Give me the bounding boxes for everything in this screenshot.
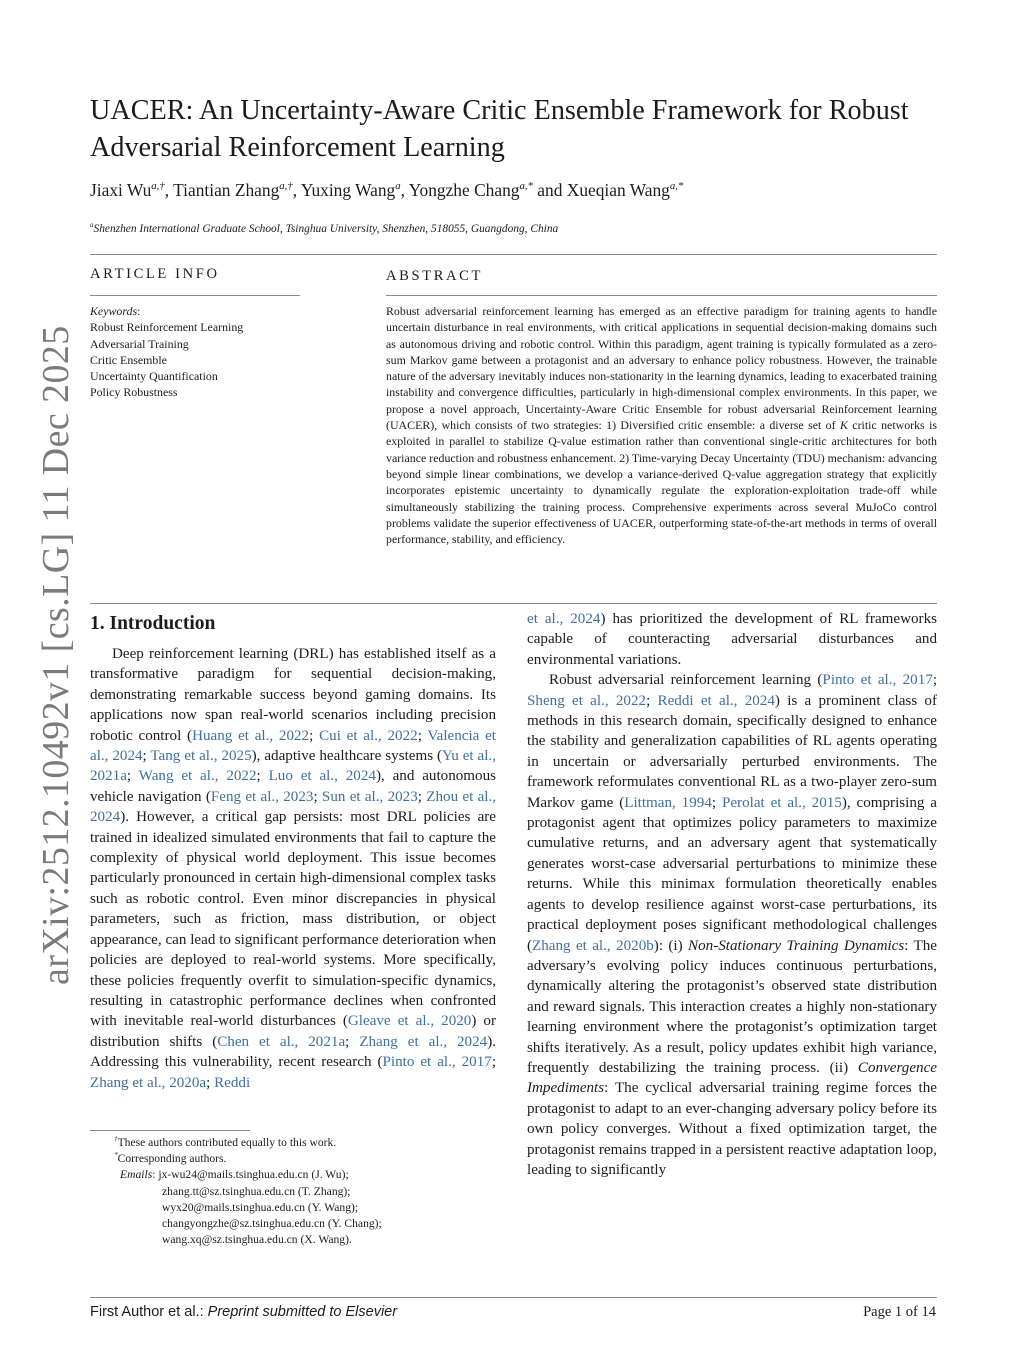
author-affil-sup: a bbox=[395, 180, 401, 193]
citation-link[interactable]: Huang et al., 2022 bbox=[192, 727, 310, 744]
author-name: Xueqian Wang bbox=[566, 180, 670, 200]
footer-divider bbox=[90, 1297, 937, 1298]
author-affil-sup: a,* bbox=[669, 180, 684, 193]
citation-link[interactable]: Gleave et al., 2020 bbox=[347, 1013, 472, 1030]
intro-left-column bbox=[90, 644, 496, 1093]
citation-link[interactable]: Chen et al., 2021a bbox=[217, 1033, 346, 1050]
author-name: Yuxing Wang bbox=[300, 180, 396, 200]
footnote-corresponding: Corresponding authors. bbox=[117, 1152, 227, 1166]
section-heading-introduction: 1. Introduction bbox=[90, 613, 216, 634]
author-affil-sup: a,† bbox=[279, 180, 293, 193]
author-list: Jiaxi $Wu^{a,\dagger}$, Tiantian Zhang$^{a,\dagger}$, Yuxing Wang$^a$, Yongzhe Chang$^{a,*}$ and Xueqian Wang$^{a,*}$ bbox=[90, 180, 684, 200]
author-affil-sup: a,† bbox=[151, 180, 165, 193]
footnote-equal-contribution: These authors contributed equally to this work. bbox=[117, 1136, 337, 1149]
paragraph: Deep reinforcement learning (DRL) has established itself as a transformative paradigm for sequential decision-making, demonstrating remarkable success beyond gaming domains. Its applications now span real-world scenarios including precision robotic control (Huang et al., 2022; Cui et al., 2022; Valencia et al., 2024; Tang et al., 2025), adaptive healthcare systems (Yu et al., 2021a; Wang et al., 2022; Luo et al., 2024), and autonomous vehicle navigation (Feng et al., 2023; Sun et al., 2023; Zhou et al., 2024). However, a critical gap persists: most DRL policies are trained in idealized simulated environments that fail to capture the complexity of physical world deployment. This issue becomes particularly pronounced in certain high-dimensional complex tasks such as robotic control. Even minor discrepancies in physical parameters, such as friction, mass distribution, or object appearance, can lead to significant performance deterioration when policies are deployed to real-world systems. More specifically, these policies frequently overfit to simulation-specific dynamics, resulting in catastrophic performance declines when confronted with inevitable real-world disturbances (Gleave et al., 2020) or distribution shifts (Chen et al., 2021a; Zhang et al., 2024). Addressing this vulnerability, recent research (Pinto et al., 2017; Zhang et al., 2020a; Reddi bbox=[90, 646, 497, 1091]
email: changyongzhe@sz.tsinghua.edu.cn (Y. Chang); bbox=[162, 1217, 382, 1231]
citation-link[interactable]: Cui et al., 2022 bbox=[319, 727, 418, 744]
citation-link[interactable]: Reddi bbox=[214, 1074, 251, 1091]
footer-running-title: First Author et al.: Preprint submitted to Elsevier bbox=[90, 1304, 398, 1320]
keywords-label: Keywords bbox=[90, 304, 138, 318]
page-number: Page 1 of 14 bbox=[863, 1304, 936, 1320]
keyword: Adversarial Training bbox=[90, 336, 189, 351]
citation-link[interactable]: Zhang et al., 2024 bbox=[359, 1033, 488, 1050]
paper-title: UACER: An Uncertainty-Aware Critic Ensemble Framework for Robust Adversarial Reinforcement Learning bbox=[90, 95, 909, 163]
arxiv-identifier: arXiv:2512.10492v1 [cs.LG] 11 Dec 2025 bbox=[35, 325, 77, 985]
abstract-heading: ABSTRACT bbox=[386, 268, 484, 284]
citation-link[interactable]: Reddi et al., 2024 bbox=[657, 692, 775, 709]
keyword: Uncertainty Quantification bbox=[90, 369, 218, 384]
citation-link[interactable]: Perolat et al., 2015 bbox=[721, 794, 842, 811]
citation-link[interactable]: Sheng et al., 2022 bbox=[527, 692, 647, 709]
author-name: Tiantian Zhang bbox=[173, 180, 280, 200]
footnotes: †These authors contributed equally to this work. *Corresponding authors. Emails: jx-wu24@mails.tsinghua.edu.cn (J. Wu); zhang.tt@sz.tsinghua.edu.cn (T. Zhang); wyx20@mails.tsinghua.edu.cn (Y. Wang); changyongzhe@sz.tsinghua.edu.cn (Y. Chang); wang.xq@sz.tsinghua.edu.cn (X. Wang). bbox=[90, 1130, 500, 1248]
citation-link[interactable]: Wang et al., 2022 bbox=[138, 768, 257, 785]
citation-link[interactable]: Pinto et al., 2017 bbox=[382, 1054, 492, 1071]
abstract-text: Robust adversarial reinforcement learning has emerged as an effective paradigm for training agents to handle uncertain disturbance in real environments, with critical applications in sequential decision-making domains such as autonomous driving and robotic control. Within this paradigm, agent training is typically formulated as a zero-sum Markov game between a protagonist and an adversary to enhance policy robustness. However, the trainable nature of the adversary inevitably induces non-stationarity in the learning dynamics, leading to exacerbated training instability and convergence difficulties, particularly in high-dimensional complex environments. In this paper, we propose a novel approach, Uncertainty-Aware Critic Ensemble for robust adversarial Reinforcement learning (UACER), which consists of two strategies: 1) Diversified critic ensemble: a diverse set of K critic networks is exploited in parallel to stabilize Q-value estimation rather than conventional single-critic architectures for both variance reduction and robustness enhancement. 2) Time-varying Decay Uncertainty (TDU) mechanism: advancing beyond simple linear combinations, we develop a variance-derived Q-value aggregation strategy that explicitly incorporates epistemic uncertainty to dynamically regulate the exploration-exploitation trade-off while simultaneously stabilizing the training process. Comprehensive experiments across several MuJoCo control problems validate the superior effectiveness of UACER, outperforming state-of-the-art methods in terms of overall performance, stability, and efficiency. bbox=[386, 304, 937, 547]
keywords-block: Keywords: Robust Reinforcement Learning Adversarial Training Critic Ensemble Uncertainty Quantification Policy Robustness bbox=[90, 304, 244, 400]
keyword: Critic Ensemble bbox=[90, 352, 167, 367]
author-name: Jiaxi Wu bbox=[90, 180, 152, 200]
citation-link[interactable]: Zhou et al., 2024 bbox=[90, 788, 497, 826]
email: jx-wu24@mails.tsinghua.edu.cn (J. Wu); bbox=[158, 1168, 349, 1182]
citation-link[interactable]: Pinto et al., 2017 bbox=[822, 672, 933, 689]
email: wang.xq@sz.tsinghua.edu.cn (X. Wang). bbox=[162, 1233, 352, 1247]
divider bbox=[90, 603, 937, 604]
email: wyx20@mails.tsinghua.edu.cn (Y. Wang); bbox=[162, 1200, 359, 1214]
paragraph: et al., 2024) has prioritized the development of RL frameworks capable of counteracting adversarial disturbances and environmental variations. bbox=[527, 611, 937, 668]
citation-link[interactable]: Yu et al., 2021a bbox=[90, 748, 496, 785]
citation-link[interactable]: Zhang et al., 2020a bbox=[90, 1074, 207, 1091]
citation-link[interactable]: Tang et al., 2025 bbox=[150, 748, 252, 765]
keyword: Policy Robustness bbox=[90, 385, 178, 400]
intro-right-column bbox=[527, 609, 937, 1180]
citation-link[interactable]: Sun et al., 2023 bbox=[321, 788, 418, 805]
emails-label: Emails bbox=[120, 1168, 153, 1182]
citation-link[interactable]: et al., 2024 bbox=[527, 611, 601, 627]
footnote-rule bbox=[90, 1130, 250, 1131]
citation-link[interactable]: Valencia et al., 2024 bbox=[90, 727, 497, 765]
divider bbox=[90, 295, 300, 296]
citation-link[interactable]: Feng et al., 2023 bbox=[210, 788, 314, 805]
author-affil-sup: a,* bbox=[519, 180, 533, 193]
citation-link[interactable]: Luo et al., 2024 bbox=[268, 768, 376, 785]
paragraph: Robust adversarial reinforcement learning (Pinto et al., 2017; Sheng et al., 2022; Reddi et al., 2024) is a prominent class of methods in this research domain, specifically designed to enhance the stability and generalization capabilities of RL agents operating in uncertain or adversarially perturbed environments. The framework reformulates conventional RL as a two-player zero-sum Markov game (Littman, 1994; Perolat et al., 2015), comprising a protagonist agent that optimizes policy parameters to maximize cumulative returns, and an adversary agent that systematically generates worst-case adversarial perturbations to minimize these returns. While this minimax formulation theoretically enables agents to develop resilience against worst-case perturbations, its practical deployment poses significant methodological challenges (Zhang et al., 2020b): (i) Non-Stationary Training Dynamics: The adversary’s evolving policy induces continuous perturbations, dynamically altering the protagonist’s observed state distribution and reward signals. This interaction creates a highly non-stationary learning environment where the protagonist’s optimization target shifts iteratively. As a result, policy updates exhibit high variance, frequently destabilizing the training process. (ii) Convergence Impediments: The cyclical adversarial training regime forces the protagonist to adapt to an ever-changing adversary policy before its own policy converges. Without a fixed optimization target, the protagonist remains trapped in a persistent reactive adaptation loop, leading to significantly bbox=[527, 672, 938, 1178]
author-name: Yongzhe Chang bbox=[408, 180, 520, 200]
email: zhang.tt@sz.tsinghua.edu.cn (T. Zhang); bbox=[162, 1184, 351, 1198]
article-info-heading: ARTICLE INFO bbox=[90, 266, 220, 282]
divider bbox=[386, 295, 937, 296]
citation-link[interactable]: Littman, 1994 bbox=[624, 794, 712, 811]
keyword: Robust Reinforcement Learning bbox=[90, 320, 244, 335]
citation-link[interactable]: Zhang et al., 2020b bbox=[532, 937, 654, 954]
divider bbox=[90, 254, 937, 255]
affiliation: $^a$Shenzhen International Graduate School, Tsinghua University, Shenzhen, 518055, Guangdong, China bbox=[90, 221, 559, 235]
